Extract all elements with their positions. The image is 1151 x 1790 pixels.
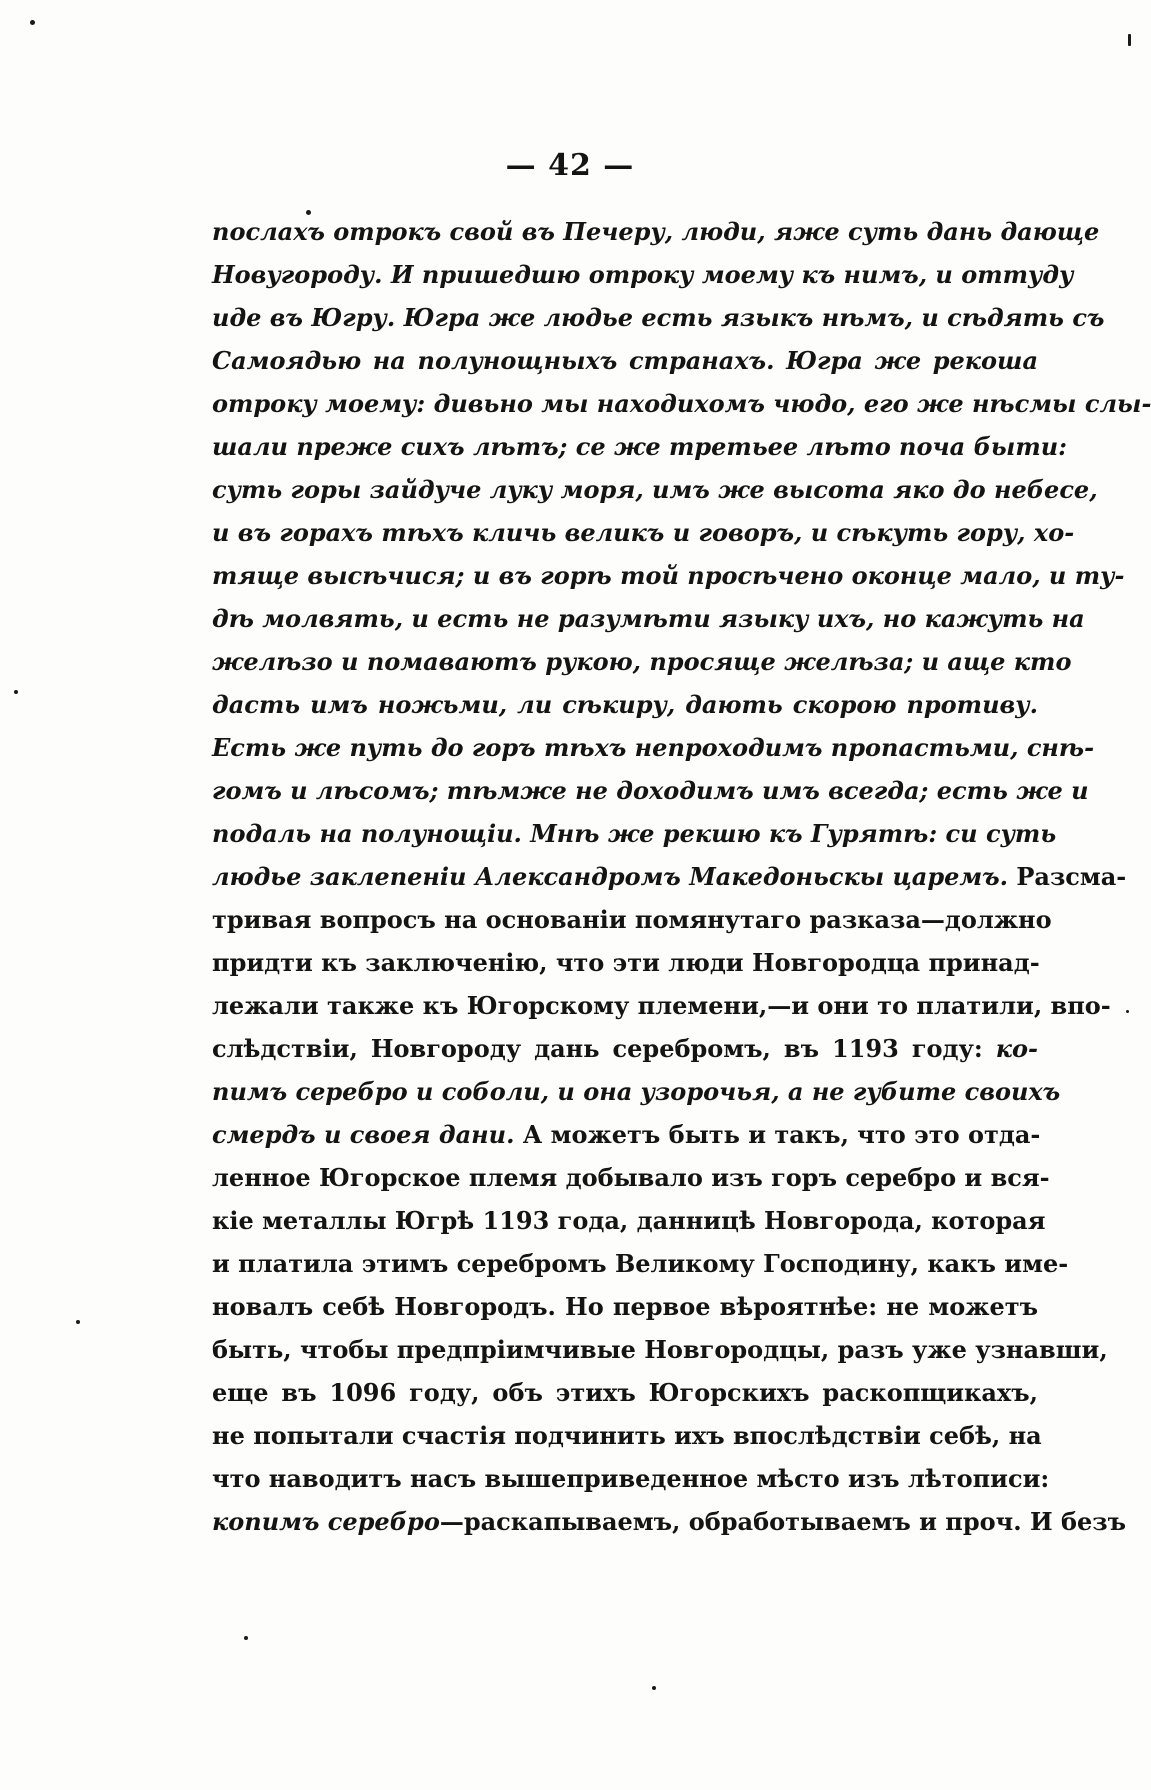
scan-speck [652, 1686, 656, 1690]
italic-quote-segment: шали преже сихъ лѣтъ; се же третьее лѣто поча быти: [212, 432, 1068, 461]
text-line [212, 1414, 1042, 1457]
scan-speck [306, 210, 311, 215]
text-line [212, 382, 1151, 425]
text-line [212, 898, 1052, 941]
text-line [212, 1457, 1050, 1500]
italic-quote-segment: суть горы зайдуче луку моря, имъ же высота яко до небесе, [212, 475, 1098, 504]
italic-quote-segment: тяще высѣчися; и въ горѣ той просѣчено оконце мало, и ту- [212, 561, 1125, 590]
scan-speck [1128, 34, 1131, 46]
italic-quote-segment: копимъ серебро [212, 1507, 440, 1536]
text-line [212, 1328, 1108, 1371]
body-text-segment: ленное Югорское племя добывало изъ горъ серебро и вся- [212, 1163, 1050, 1192]
text-line [212, 1156, 1050, 1199]
italic-quote-segment: послахъ отрокъ свой въ Печеру, люди, яже суть дань дающе [212, 217, 1100, 246]
body-text-segment: тривая вопросъ на основаніи помянутаго разказа—должно [212, 905, 1052, 934]
italic-quote-segment: ко- [995, 1034, 1038, 1063]
text-line [212, 468, 1098, 511]
text-line [212, 812, 1057, 855]
text-line [212, 253, 1074, 296]
text-line [212, 984, 1111, 1027]
text-line [212, 554, 1125, 597]
body-text-segment: кіе металлы Югрѣ 1193 года, данницѣ Новгорода, которая [212, 1206, 1046, 1235]
text-line [212, 683, 1038, 726]
body-text-segment: лежали также къ Югорскому племени,—и они то платили, впо- [212, 991, 1111, 1020]
text-line [212, 1070, 1061, 1113]
body-text-segment: слѣдствіи, Новгороду дань серебромъ, въ 1193 году: [212, 1034, 996, 1063]
text-line [212, 1027, 1038, 1070]
body-text-segment: что наводитъ насъ вышеприведенное мѣсто изъ лѣтописи: [212, 1464, 1050, 1493]
italic-quote-segment: дасть имъ ножьми, ли сѣкиру, дають скорою противу. [212, 690, 1038, 719]
text-line [212, 1285, 1038, 1328]
body-text-segment: новалъ себѣ Новгородъ. Но первое вѣроятнѣе: не можетъ [212, 1292, 1038, 1321]
scan-speck [76, 1320, 80, 1324]
text-line [212, 210, 1100, 253]
text-line [212, 769, 1089, 812]
text-line [212, 640, 1072, 683]
text-line [212, 1371, 1038, 1414]
text-line [212, 1500, 1126, 1543]
body-text-segment: —раскапываемъ, обработываемъ и проч. И безъ [439, 1507, 1126, 1536]
body-text [212, 210, 1151, 1543]
italic-quote-segment: отроку моему: дивьно мы находихомъ чюдо, его же нѣсмы слы- [212, 389, 1151, 418]
body-text-segment: и платила этимъ серебромъ Великому Господину, какъ име- [212, 1249, 1069, 1278]
text-line [212, 1113, 1041, 1156]
scan-speck [14, 690, 18, 694]
text-line [212, 511, 1075, 554]
text-line [212, 425, 1068, 468]
text-line [212, 296, 1105, 339]
italic-quote-segment: иде въ Югру. Югра же людье есть языкъ нѣмъ, и сѣдять съ [212, 303, 1105, 332]
italic-quote-segment: и въ горахъ тѣхъ кличь великъ и говоръ, и сѣкуть гору, хо- [212, 518, 1075, 547]
body-text-segment: Разсма- [1016, 862, 1127, 891]
scan-speck [244, 1636, 248, 1640]
body-text-segment: не попытали счастія подчинить ихъ впослѣдствіи себѣ, на [212, 1421, 1042, 1450]
page-number: — 42 — [505, 148, 635, 183]
italic-quote-segment: Есть же путь до горъ тѣхъ непроходимъ пропастьми, снѣ- [212, 733, 1095, 762]
italic-quote-segment: подаль на полунощіи. Мнѣ же рекшю къ Гурятѣ: си суть [212, 819, 1057, 848]
text-line [212, 1242, 1069, 1285]
body-text-segment: А можетъ быть и такъ, что это отда- [522, 1120, 1041, 1149]
scan-speck [1126, 1010, 1129, 1013]
italic-quote-segment: Новугороду. И пришедшю отроку моему къ нимъ, и оттуду [212, 260, 1074, 289]
body-text-segment: еще въ 1096 году, объ этихъ Югорскихъ раскопщикахъ, [212, 1378, 1038, 1407]
italic-quote-segment: дѣ молвять, и есть не разумѣти языку ихъ, но кажуть на [212, 604, 1085, 633]
italic-quote-segment: желѣзо и помаваютъ рукою, просяще желѣза; и аще кто [212, 647, 1072, 676]
italic-quote-segment: людье заклепеніи Александромъ Македоньскы царемъ. [212, 862, 1017, 891]
italic-quote-segment: Самоядью на полунощныхъ странахъ. Югра же рекоша [212, 346, 1038, 375]
text-line [212, 339, 1038, 382]
text-line [212, 726, 1095, 769]
scan-speck [30, 20, 35, 25]
text-line [212, 855, 1127, 898]
body-text-segment: придти къ заключенію, что эти люди Новгородца принад- [212, 948, 1040, 977]
italic-quote-segment: гомъ и лѣсомъ; тѣмже не доходимъ имъ всегда; есть же и [212, 776, 1089, 805]
text-line [212, 1199, 1046, 1242]
text-line [212, 597, 1085, 640]
italic-quote-segment: пимъ серебро и соболи, и она узорочья, а не губите своихъ [212, 1077, 1061, 1106]
body-text-segment: быть, чтобы предпріимчивые Новгородцы, разъ уже узнавши, [212, 1335, 1108, 1364]
text-line [212, 941, 1038, 984]
italic-quote-segment: смердъ и своея дани. [212, 1120, 523, 1149]
